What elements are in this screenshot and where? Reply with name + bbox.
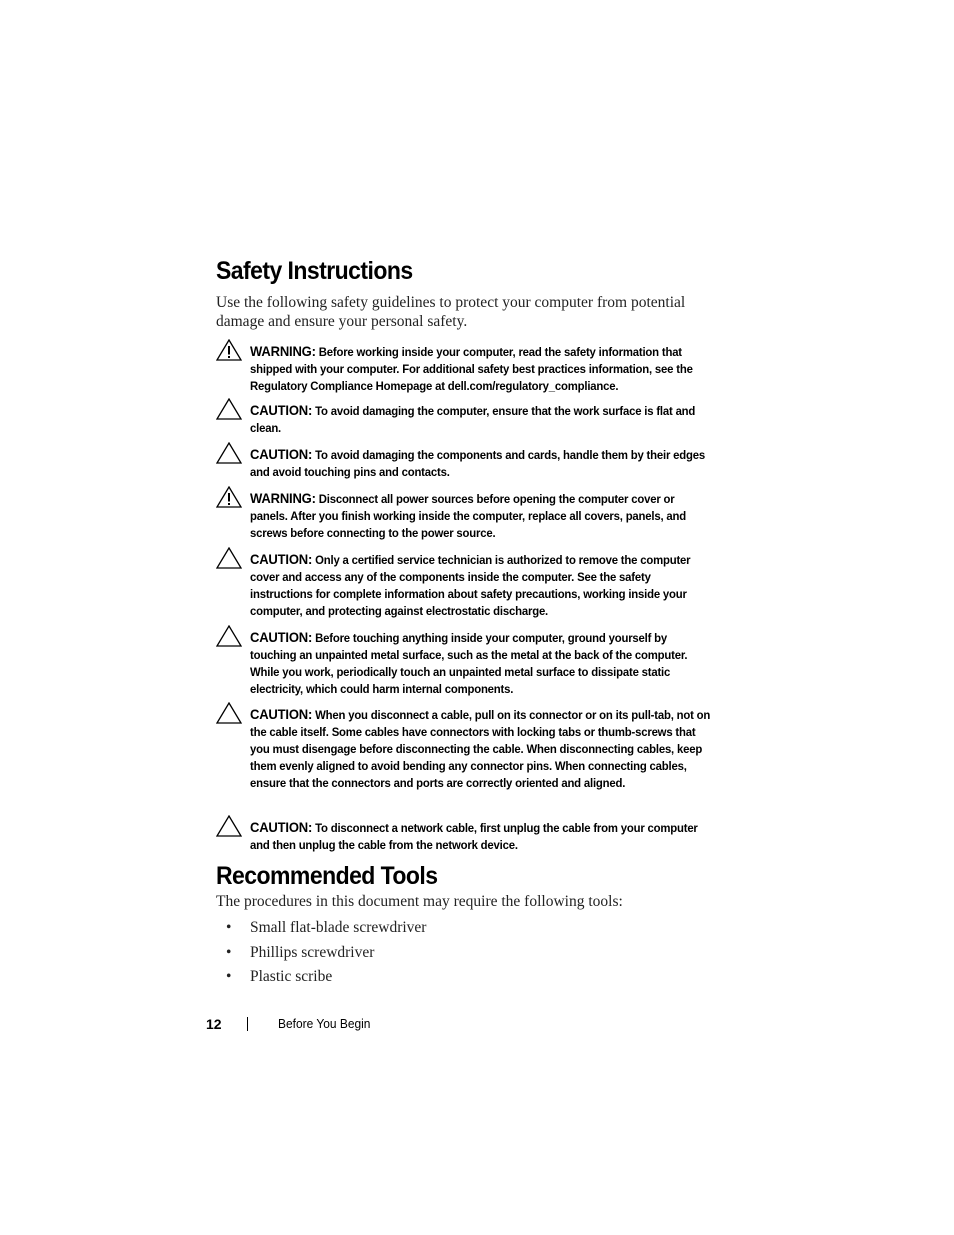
tool-name: Small flat-blade screwdriver [250,919,427,936]
bullet: • [226,943,232,961]
tool-name: Phillips screwdriver [250,943,375,961]
chapter-title: Before You Begin [278,1016,371,1031]
notice-text: Disconnect all power sources before opening the computer cover or panels. After you finish working inside the computer, replace all covers, panels, and screws before connecting to the power source. [250,492,687,540]
caution-icon [216,702,242,724]
caution-icon [216,547,242,569]
caution-notice [216,819,716,854]
notice-label: CAUTION: [250,551,313,567]
notice-label: CAUTION: [250,819,313,835]
warning-notice [216,343,716,395]
page-number: 12 [206,1016,222,1032]
caution-notice [216,402,716,437]
list-item [216,941,426,966]
caution-notice [216,446,716,481]
notice-text: Only a certified service technician is authorized to remove the computer cover and access any of the components inside the computer. See the safety instructions for complete information about safety precautions, working inside your computer, and protecting against electrostatic discharge. [250,553,691,618]
caution-notice [216,551,716,620]
warning-notice [216,490,716,542]
safety-intro-paragraph: Use the following safety guidelines to protect your computer from potential damage and ensure your personal safety. [216,294,686,330]
notice-text: To avoid damaging the components and cards, handle them by their edges and avoid touching pins and contacts. [250,448,705,479]
notice-label: WARNING: [250,490,316,506]
notice-text: To avoid damaging the computer, ensure that the work surface is flat and clean. [250,404,696,435]
footer-divider [247,1017,248,1031]
bullet: • [226,968,232,985]
caution-icon [216,815,242,837]
notice-text: When you disconnect a cable, pull on its connector or on its pull-tab, not on the cable itself. Some cables have connectors with locking tabs or thumb-screws that you must disengage before disconnecting the cable. When disconnecting cables, keep them evenly aligned to avoid bending any connector pins. When connecting cables, ensure that the connectors and ports are correctly oriented and aligned. [250,708,711,790]
notice-label: CAUTION: [250,706,313,722]
caution-notice [216,629,716,698]
notice-text: To disconnect a network cable, first unplug the cable from your computer and then unplug the cable from the network device. [250,821,698,852]
notice-label: CAUTION: [250,446,313,462]
warning-icon [216,486,242,508]
bullet: • [226,919,232,936]
warning-icon [216,339,242,361]
notice-text: Before touching anything inside your computer, ground yourself by touching an unpainted metal surface, such as the metal at the back of the computer. While you work, periodically touch an unpainted metal surface to dissipate static electricity, which could harm internal components. [250,631,688,696]
safety-instructions-heading: Safety Instructions [216,257,413,285]
list-item [216,965,426,990]
list-item [216,916,426,941]
notice-label: CAUTION: [250,629,313,645]
caution-icon [216,442,242,464]
recommended-tools-heading: Recommended Tools [216,862,438,890]
tools-intro-paragraph: The procedures in this document may require the following tools: [216,893,623,910]
notice-label: WARNING: [250,343,316,359]
notice-label: CAUTION: [250,402,313,418]
caution-icon [216,625,242,647]
notice-text: Before working inside your computer, read the safety information that shipped with your computer. For additional safety best practices information, see the Regulatory Compliance Homepage at dell.com/regulatory_compliance. [250,345,693,393]
caution-icon [216,398,242,420]
tool-name: Plastic scribe [250,968,333,985]
tools-list [216,916,426,990]
caution-notice [216,706,716,792]
